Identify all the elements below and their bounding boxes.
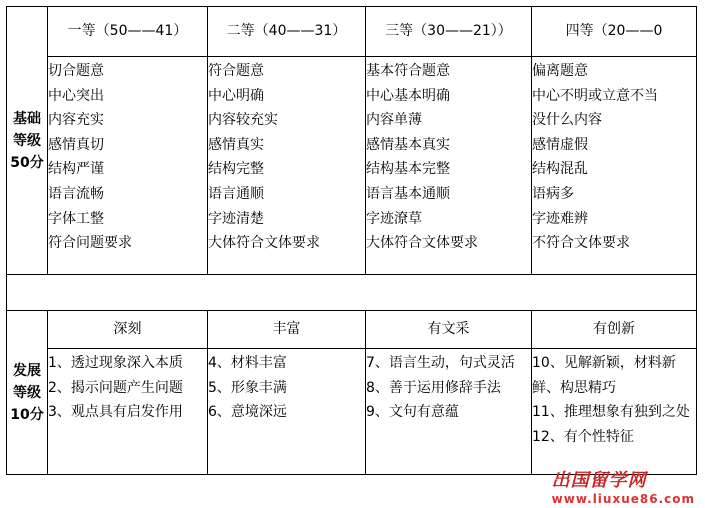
richness-header: 丰富 (208, 311, 366, 349)
watermark-url: www.liuxue86.com (551, 492, 695, 506)
richness-criteria: 4、材料丰富 5、形象丰满 6、意境深远 (208, 349, 366, 475)
development-header-row (7, 311, 697, 349)
innovation-criteria: 10、见解新颖，材料新鲜、构思精巧 11、推理想象有独到之处 12、有个性特征 (532, 349, 697, 475)
grade-4-header: 四等（20——0 (532, 7, 697, 57)
grade-1-criteria: 切合题意 中心突出 内容充实 感情真切 结构严谨 语言流畅 字体工整 符合问题要求 (48, 57, 208, 275)
basic-content-row (7, 57, 697, 275)
depth-header: 深刻 (48, 311, 208, 349)
literary-header: 有文采 (366, 311, 532, 349)
watermark-logo-text: 出国留学网 (551, 470, 647, 491)
grade-3-header: 三等（30——21）） (366, 7, 532, 57)
grade-1-header: 一等（50——41） (48, 7, 208, 57)
depth-criteria: 1、透过现象深入本质 2、揭示问题产生问题 3、观点具有启发作用 (48, 349, 208, 475)
site-watermark (552, 466, 695, 506)
development-content-row (7, 349, 697, 475)
basic-header-row (7, 7, 697, 57)
basic-level-label: 基础 等级 50分 (7, 7, 48, 275)
literary-criteria: 7、语言生动，句式灵活 8、善于运用修辞手法 9、文句有意蕴 (366, 349, 532, 475)
spacer-cell (7, 275, 697, 311)
innovation-header: 有创新 (532, 311, 697, 349)
scoring-table (6, 6, 697, 475)
spacer-row (7, 275, 697, 311)
development-level-label: 发展 等级 10分 (7, 311, 48, 475)
grade-2-criteria: 符合题意 中心明确 内容较充实 感情真实 结构完整 语言通顺 字迹清楚 大体符合文体要求 (208, 57, 366, 275)
grade-3-criteria: 基本符合题意 中心基本明确 内容单薄 感情基本真实 结构基本完整 语言基本通顺 字迹潦草 大体符合文体要求 (366, 57, 532, 275)
grade-2-header: 二等（40——31） (208, 7, 366, 57)
grade-4-criteria: 偏离题意 中心不明或立意不当 没什么内容 感情虚假 结构混乱 语病多 字迹难辨 不符合文体要求 (532, 57, 697, 275)
